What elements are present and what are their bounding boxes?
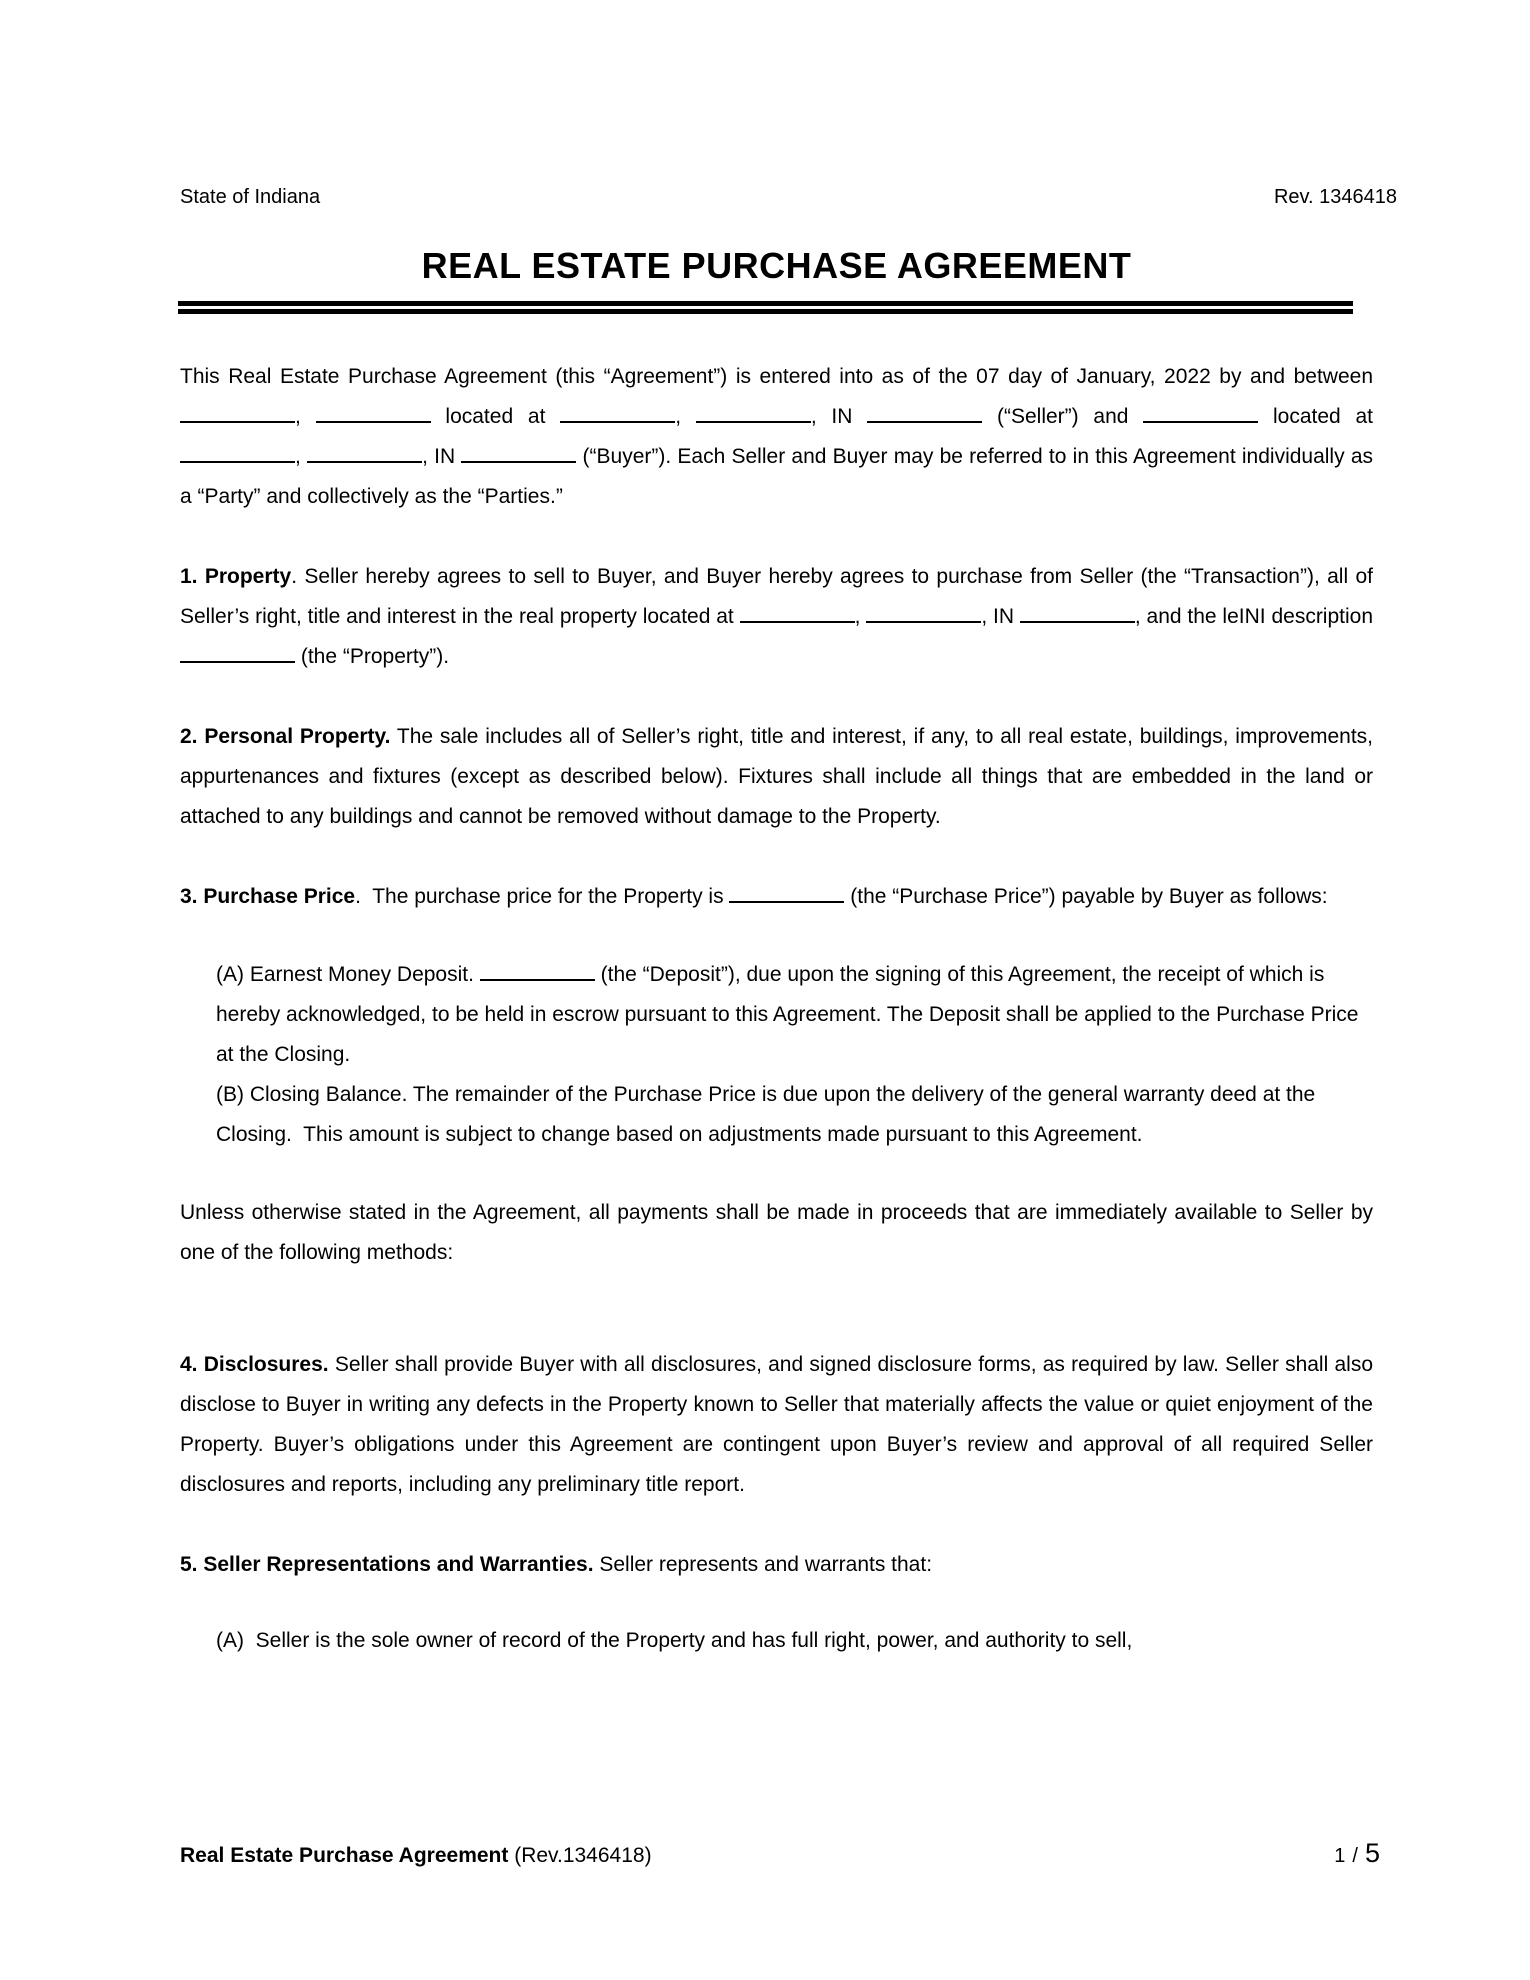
blank-field [1143,401,1258,423]
section-heading: 3. Purchase Price [180,885,356,908]
text-run: , IN [810,405,868,428]
footer-doc-title: Real Estate Purchase Agreement [180,1844,509,1867]
text-run: (the “Purchase Price”) payable by Buyer as follows: [844,885,1328,908]
section-1-property [180,557,1373,677]
blank-field [696,401,811,423]
blank-field [307,441,422,463]
payments-note-paragraph [180,1193,1373,1273]
section-heading: 2. Personal Property. [180,725,391,748]
section-2-personal-property [180,717,1373,837]
blank-field [180,441,295,463]
text-run: Seller shall provide Buyer with all disclosures, and signed disclosure forms, as required by law. Seller shall also disclose to Buyer in writing any defects in the Property known to Seller that materially affects the value or quiet enjoyment of the Property. Buyer’s obligations under this Agreement are contingent upon Buyer’s review and approval of all required Seller disclosures and reports, including any preliminary title report. [180,1353,1373,1496]
item-b-closing-balance [216,1075,1373,1155]
intro-paragraph [180,357,1373,517]
blank-field [866,601,981,623]
text-run: , [675,405,696,428]
section-heading: 1. Property [180,565,292,588]
page-number [1334,1840,1380,1869]
text-run: (“Buyer”). Each Seller and Buyer may be referred to in this Agreement individually as a “Party” and collectively as the “Parties.” [180,445,1373,508]
blank-field [180,641,295,663]
text-run: , and the leINI description [1134,605,1374,628]
page-number-total: 5 [1364,1838,1380,1868]
document-title: REAL ESTATE PURCHASE AGREEMENT [421,245,1132,286]
blank-field [867,401,982,423]
text-run: (the “Deposit”), due upon the signing of this Agreement, the receipt of which is hereby acknowledged, to be held in escrow pursuant to this Agreement. The Deposit shall be applied to the Purchase Price at the Closing. [216,963,1359,1066]
text-run: located at [430,405,561,428]
text-run: . Seller hereby agrees to sell to Buyer, and Buyer hereby agrees to purchase from Seller (the “Transaction”), all of Seller’s right, title and interest in the real property located at [180,565,1373,628]
text-run: . The purchase price for the Property is [355,885,730,908]
blank-field [560,401,675,423]
text-run: (the “Property”). [295,645,450,668]
item-a-sole-owner [216,1621,1373,1661]
text-run: (B) Closing Balance. The remainder of the Purchase Price is due upon the delivery of the general warranty deed at the Closing. This amount is subject to change based on adjustments made pursuant to this Agreement. [216,1083,1316,1146]
page-footer [180,1840,1380,1869]
text-run: , IN [422,445,462,468]
section-3-purchase-price [180,877,1373,917]
section-heading: 5. Seller Representations and Warranties. [180,1553,594,1576]
item-a-earnest-money-deposit [216,955,1373,1075]
text-run: (A) Seller is the sole owner of record of the Property and has full right, power, and authority to sell, [216,1629,1133,1652]
rev-label: Rev. 1346418 [1273,186,1397,208]
text-run: , [295,445,308,468]
text-run: , [854,605,867,628]
blank-field [1020,601,1135,623]
blank-field [316,401,431,423]
footer-doc-label [180,1843,652,1869]
text-run: The sale includes all of Seller’s right, title and interest, if any, to all real estate, buildings, improvements, appurtenances and fixtures (except as described below). Fixtures shall include all things that are embedded in the land or attached to any buildings and cannot be removed without damage to the Property. [180,725,1373,828]
blank-field [729,881,844,903]
text-run: Unless otherwise stated in the Agreement, all payments shall be made in proceeds that are immediately available to Seller by one of the following methods: [180,1201,1373,1264]
text-run: , IN [981,605,1020,628]
footer-rev: (Rev.1346418) [508,1844,652,1867]
title-divider [178,301,1353,314]
blank-field [180,401,295,423]
text-run: (“Seller”) and [982,405,1144,428]
section-5-seller-representations [180,1545,1373,1585]
blank-field [740,601,855,623]
blank-field [480,959,595,981]
blank-field [461,441,576,463]
state-label: State of Indiana [180,186,321,208]
page-number-current: 1 [1334,1845,1346,1867]
page-number-separator: / [1352,1845,1358,1867]
section-4-disclosures [180,1345,1373,1505]
text-run: Seller represents and warrants that: [593,1553,933,1576]
section-heading: 4. Disclosures. [180,1353,329,1376]
text-run: (A) Earnest Money Deposit. [216,963,480,986]
text-run: located at [1258,405,1374,428]
page-header [180,185,1397,209]
text-run: , [295,405,316,428]
text-run: This Real Estate Purchase Agreement (this “Agreement”) is entered into as of the 07 day of January, 2022 by and between [180,365,1373,388]
